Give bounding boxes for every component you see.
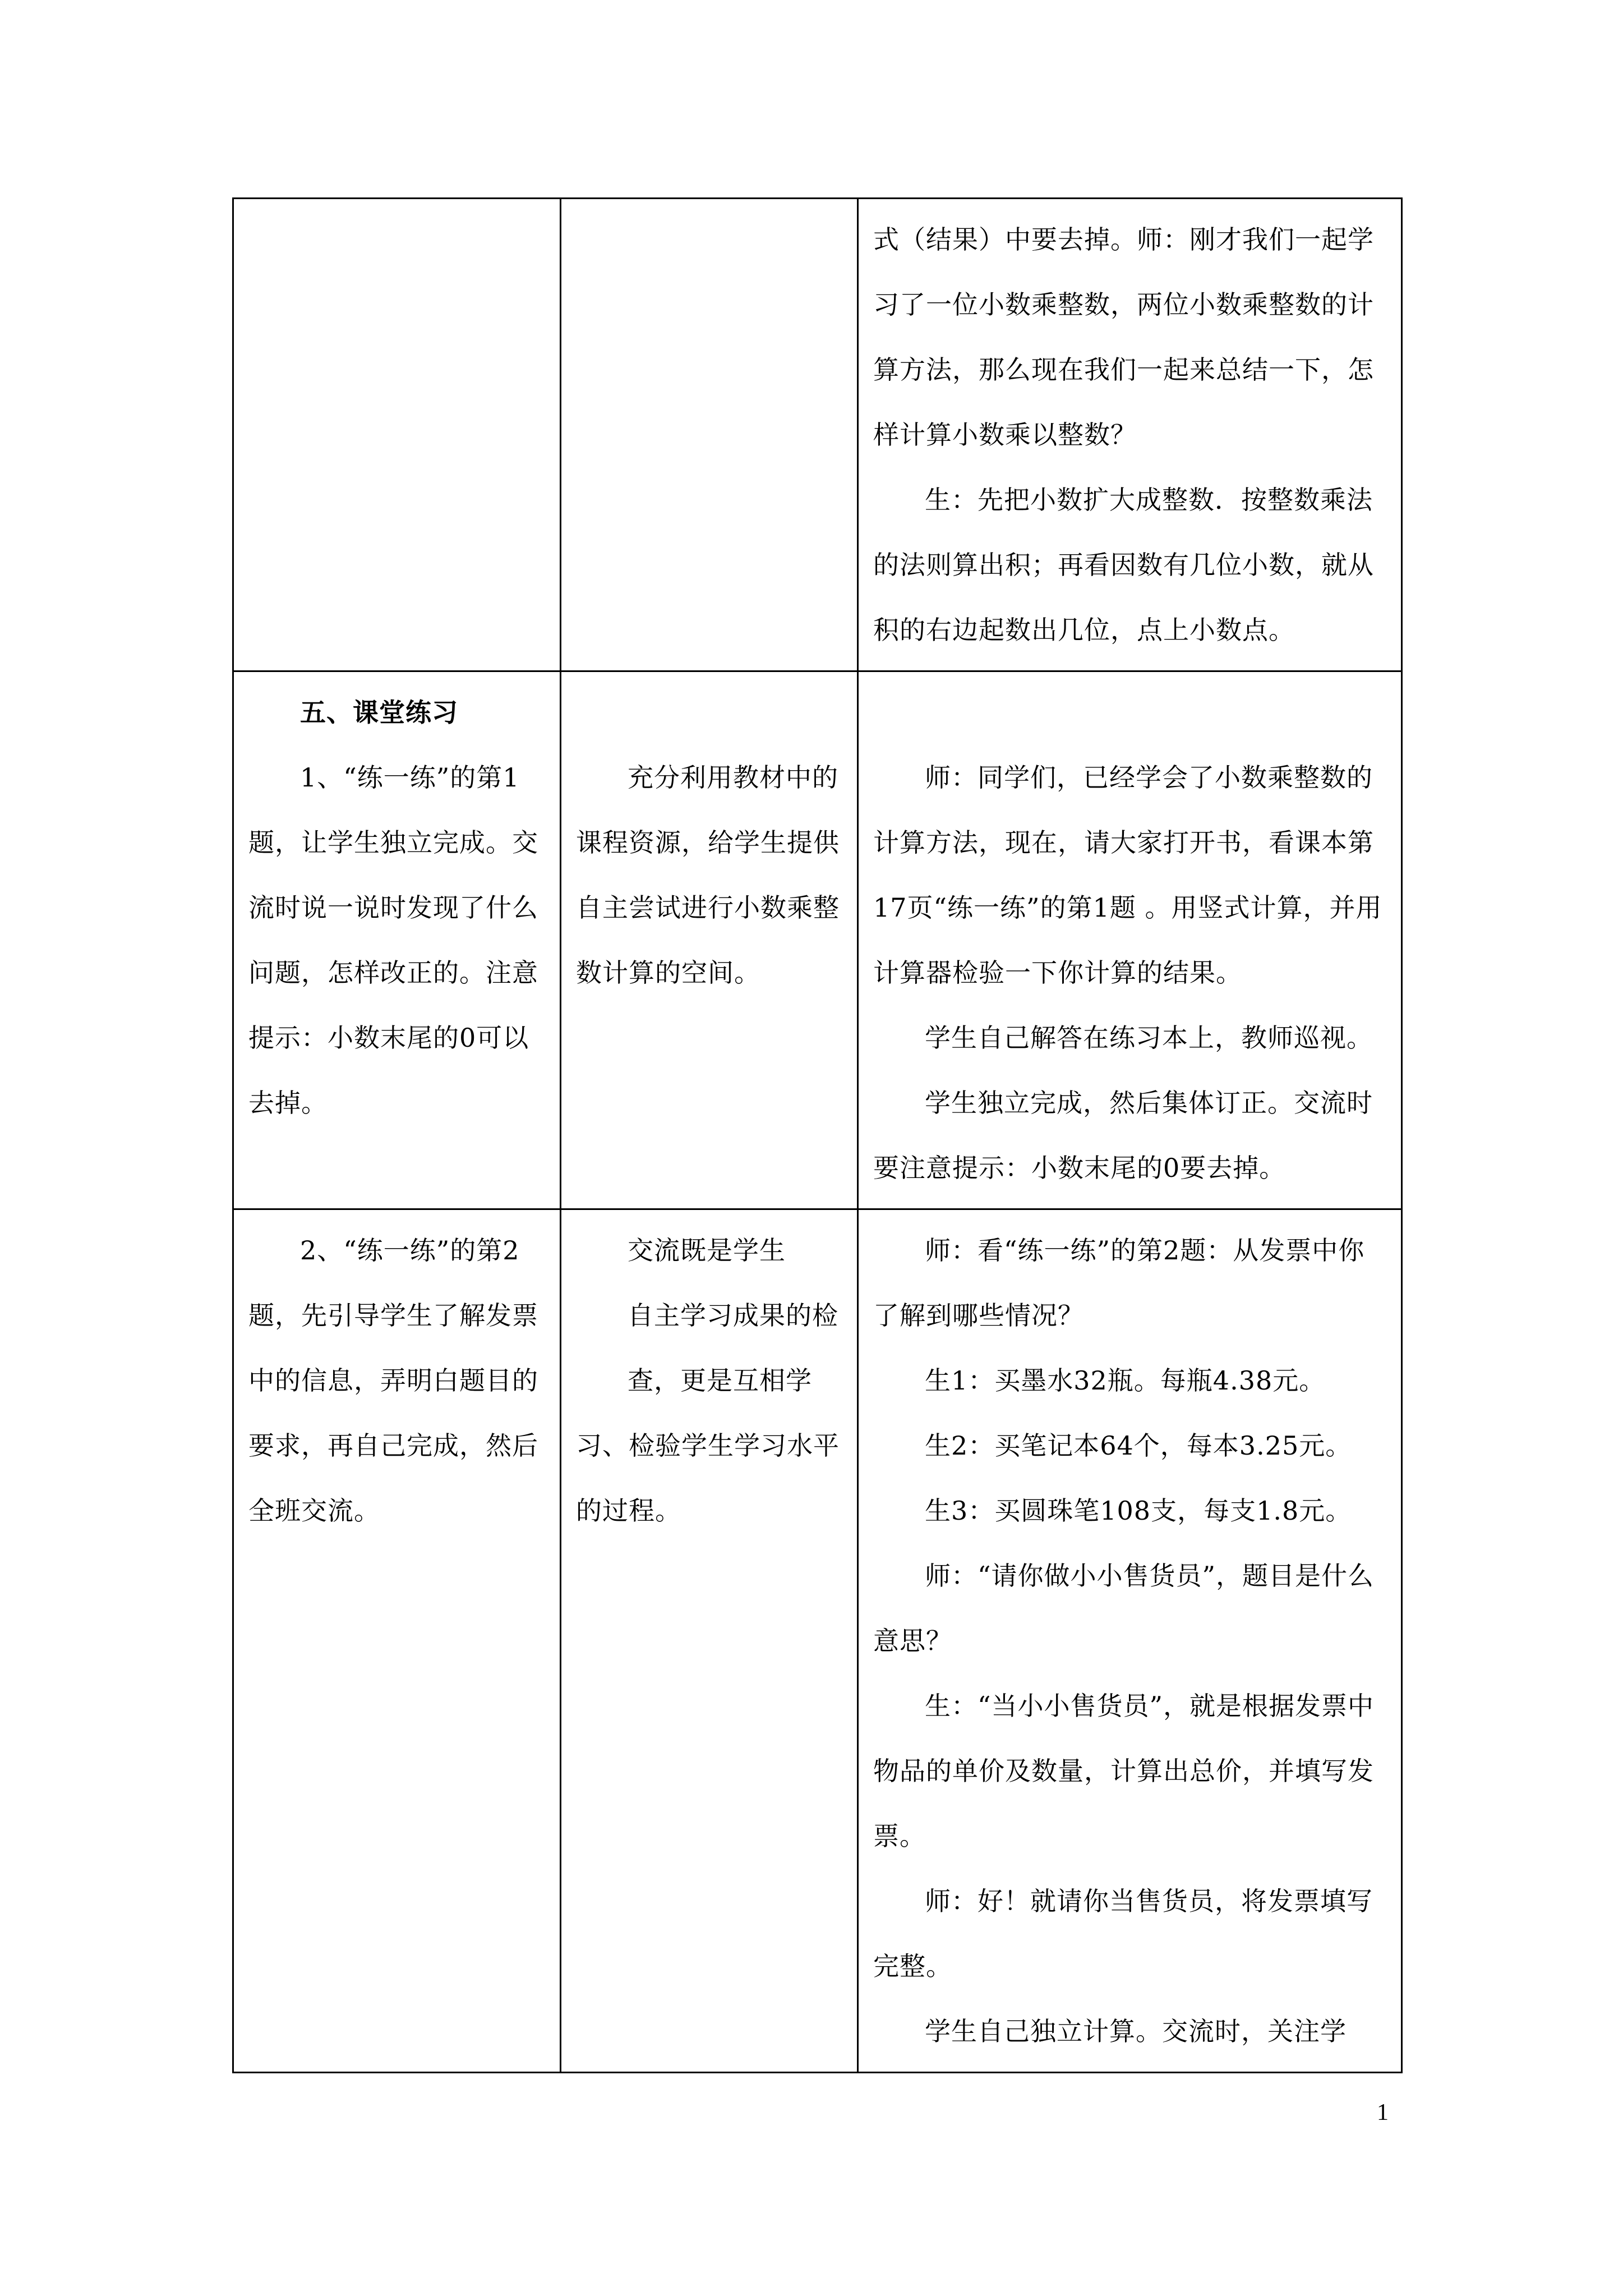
cell-design-intent (561, 1209, 858, 2073)
cell-process (858, 671, 1402, 1209)
paragraph: 2、“练一练”的第2题，先引导学生了解发票中的信息，弄明白题目的要求，再自己完成，然后全班交流。 (248, 1235, 538, 1526)
paragraph: 学生自己解答在练习本上，教师巡视。 (925, 1023, 1373, 1053)
paragraph: 学生独立完成，然后集体订正。交流时要注意提示：小数末尾的0要去掉。 (873, 1088, 1373, 1183)
paragraph: 师：同学们，已经学会了小数乘整数的计算方法，现在，请大家打开书，看课本第17页“练一练”的第1题 。用竖式计算，并用计算器检验一下你计算的结果。 (873, 762, 1382, 988)
paragraph: 生3：买圆珠笔108支，每支1.8元。 (925, 1496, 1352, 1526)
paragraph: 交流既是学生 (628, 1235, 786, 1266)
paragraph: 师：看“练一练”的第2题：从发票中你了解到哪些情况？ (873, 1235, 1365, 1331)
cell-activity (233, 199, 561, 671)
paragraph: 生：先把小数扩大成整数．按整数乘法的法则算出积；再看因数有几位小数，就从积的右边起数出几位，点上小数点。 (873, 485, 1374, 645)
paragraph: 师：“请你做小小售货员”，题目是什么意思？ (873, 1561, 1375, 1656)
cell-design-intent (561, 199, 858, 671)
page-number: 1 (1377, 2100, 1389, 2125)
paragraph: 式（结果）中要去掉。师：刚才我们一起学习了一位小数乘整数，两位小数乘整数的计算方法，那么现在我们一起来总结一下，怎样计算小数乘以整数？ (873, 224, 1374, 450)
lesson-plan-table (232, 197, 1403, 2073)
cell-process (858, 199, 1402, 671)
paragraph: 自主学习成果的检 (628, 1300, 838, 1331)
paragraph: 生：“当小小售货员”，就是根据发票中物品的单价及数量，计算出总价，并填写发票。 (873, 1691, 1375, 1851)
paragraph: 生1：买墨水32瓶。每瓶4.38元。 (925, 1365, 1326, 1396)
paragraph: 学生自己独立计算。交流时，关注学 (925, 2016, 1347, 2046)
section-title: 五、课堂练习 (300, 697, 458, 728)
paragraph: 查，更是互相学习、检验学生学习水平的过程。 (576, 1365, 840, 1526)
table-row (233, 671, 1402, 1209)
cell-activity (233, 1209, 561, 2073)
paragraph: 1、“练一练”的第1题，让学生独立完成。交流时说一说时发现了什么问题，怎样改正的。注意提示：小数末尾的0可以去掉。 (248, 762, 538, 1118)
cell-design-intent (561, 671, 858, 1209)
table-row (233, 1209, 1402, 2073)
cell-process (858, 1209, 1402, 2073)
paragraph: 充分利用教材中的课程资源，给学生提供自主尝试进行小数乘整数计算的空间。 (576, 762, 840, 988)
cell-activity (233, 671, 561, 1209)
paragraph: 师：好！就请你当售货员，将发票填写完整。 (873, 1886, 1373, 1981)
paragraph: 生2：买笔记本64个，每本3.25元。 (925, 1430, 1352, 1461)
table-row (233, 199, 1402, 671)
